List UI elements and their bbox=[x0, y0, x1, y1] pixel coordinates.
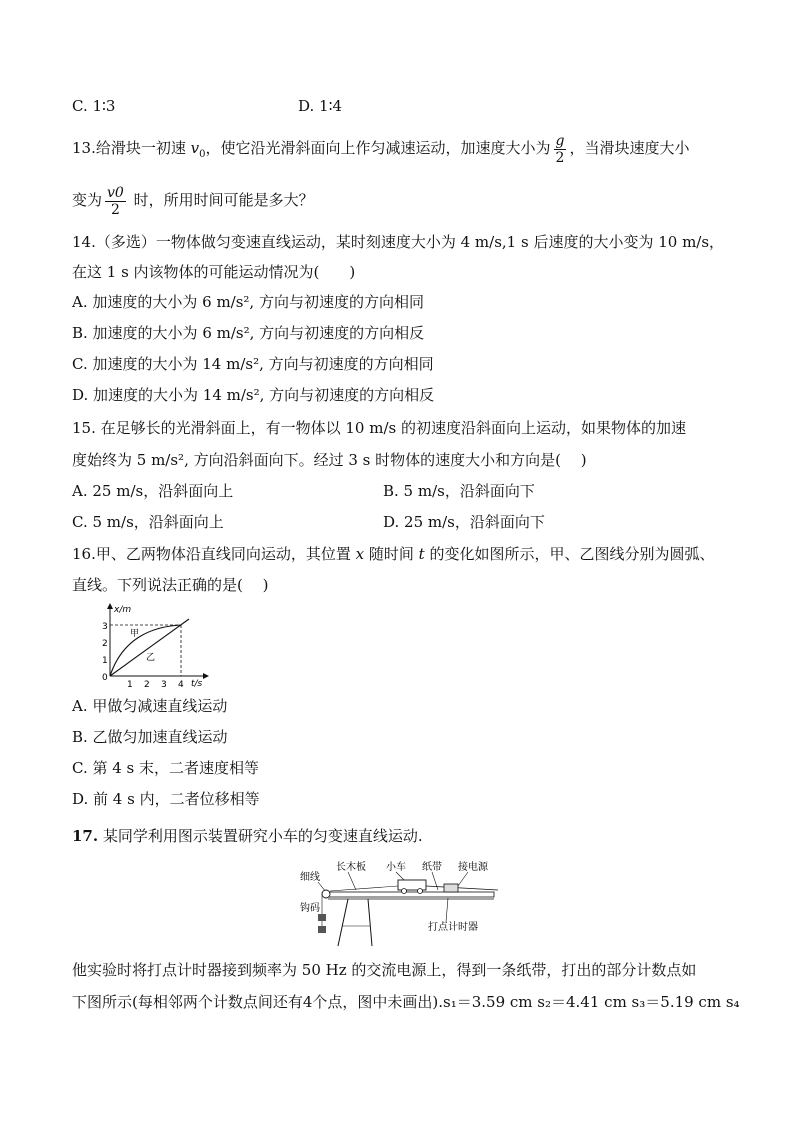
q15-option-d: D. 25 m/s，沿斜面向下 bbox=[383, 513, 545, 531]
long-board bbox=[328, 892, 494, 897]
paper-tape bbox=[426, 886, 498, 890]
cart-body bbox=[398, 880, 426, 890]
q16-option-a: A. 甲做匀减速直线运动 bbox=[72, 697, 228, 715]
weight-icon-2 bbox=[318, 926, 326, 933]
q13-line1 bbox=[72, 128, 689, 168]
leader-timer bbox=[446, 898, 448, 922]
q16-x-var: x bbox=[355, 545, 365, 563]
label-power: 接电源 bbox=[458, 862, 488, 873]
table-leg-left bbox=[338, 899, 348, 946]
graph-label-yi: 乙 bbox=[146, 653, 156, 663]
q17-para-line2: 下图所示(每相邻两个计数点间还有4个点，图中未画出).s₁＝3.59 cm s₂＝4.41 cm s₃＝5.19 cm s₄ bbox=[72, 993, 740, 1011]
q16-text-2: 随时间 bbox=[364, 545, 419, 563]
graph-xtick-4: 4 bbox=[178, 680, 184, 690]
q13-text-3: ，当滑块速度大小 bbox=[569, 139, 690, 157]
q13-line2 bbox=[72, 180, 314, 220]
leader-tape bbox=[432, 872, 438, 890]
graph-xtick-1: 1 bbox=[127, 680, 133, 690]
graph-x-label: t/s bbox=[191, 679, 203, 689]
q17-stem bbox=[72, 826, 423, 846]
q14-option-d: D. 加速度的大小为 14 m/s², 方向与初速度的方向相反 bbox=[72, 386, 435, 404]
q13-fraction-g bbox=[554, 133, 567, 166]
graph-line-yi bbox=[110, 619, 189, 676]
q13-text-4: 变为 bbox=[72, 191, 103, 209]
label-tape: 纸带 bbox=[422, 862, 442, 873]
q16-option-b: B. 乙做匀加速直线运动 bbox=[72, 728, 228, 746]
graph-ytick-3: 3 bbox=[102, 622, 108, 632]
label-weight: 钩码 bbox=[300, 903, 320, 914]
graph-xtick-3: 3 bbox=[161, 680, 167, 690]
q15-option-c: C. 5 m/s，沿斜面向上 bbox=[72, 513, 224, 531]
q12-option-c: C. 1∶3 bbox=[72, 97, 116, 115]
q14-option-b: B. 加速度的大小为 6 m/s², 方向与初速度的方向相反 bbox=[72, 324, 425, 342]
q17-para-line1: 他实验时将打点计时器接到频率为 50 Hz 的交流电源上，得到一条纸带，打出的部分计数点如 bbox=[72, 961, 697, 979]
cart-wheel-right bbox=[418, 889, 423, 894]
q16-stem-line1 bbox=[72, 544, 714, 564]
q13-frac-v0-den: 2 bbox=[110, 201, 120, 218]
q14-option-a: A. 加速度的大小为 6 m/s², 方向与初速度的方向相同 bbox=[72, 293, 424, 311]
q13-fraction-v0 bbox=[105, 185, 126, 218]
table-leg-mid bbox=[368, 899, 372, 946]
cart-wheel-left bbox=[402, 889, 407, 894]
q14-stem-line1: 14.（多选）一物体做匀变速直线运动，某时刻速度大小为 4 m/s,1 s 后速度的大小变为 10 m/s， bbox=[72, 233, 725, 251]
q17-apparatus-diagram bbox=[298, 856, 508, 948]
label-timer: 打点计时器 bbox=[428, 922, 478, 933]
q13-v: v bbox=[190, 139, 200, 157]
leader-power bbox=[458, 872, 468, 886]
q17-stem-text: 某同学利用图示装置研究小车的匀变速直线运动. bbox=[98, 827, 423, 845]
q16-stem-line2: 直线。下列说法正确的是( ) bbox=[72, 576, 269, 594]
graph-origin-label: 0 bbox=[102, 673, 108, 683]
q13-text-2: ，使它沿光滑斜面向上作匀减速运动，加速度大小为 bbox=[205, 139, 551, 157]
graph-ytick-1: 1 bbox=[102, 656, 108, 666]
q16-text-3: 的变化如图所示，甲、乙图线分别为圆弧、 bbox=[424, 545, 715, 563]
graph-label-jia: 甲 bbox=[130, 629, 140, 639]
q14-option-c: C. 加速度的大小为 14 m/s², 方向与初速度的方向相同 bbox=[72, 355, 434, 373]
q16-position-time-graph bbox=[96, 600, 212, 692]
q13-frac-g-num: g bbox=[555, 132, 565, 149]
label-board: 长木板 bbox=[336, 862, 366, 873]
pulley-icon bbox=[322, 890, 330, 898]
timer-icon bbox=[444, 884, 458, 892]
graph-ytick-2: 2 bbox=[102, 639, 108, 649]
q17-number: 17. bbox=[72, 827, 99, 845]
q15-option-a: A. 25 m/s，沿斜面向上 bbox=[72, 482, 234, 500]
q13-frac-g-den: 2 bbox=[555, 149, 565, 166]
horizontal-string bbox=[330, 886, 398, 891]
leader-board bbox=[348, 872, 356, 890]
q14-stem-line2: 在这 1 s 内该物体的可能运动情况为( ) bbox=[72, 263, 356, 281]
q13-v-sub: 0 bbox=[199, 149, 206, 160]
q15-option-b: B. 5 m/s，沿斜面向下 bbox=[383, 482, 535, 500]
q16-t-var: t bbox=[418, 545, 425, 563]
weight-icon-1 bbox=[318, 914, 326, 921]
q15-stem-line2: 度始终为 5 m/s², 方向沿斜面向下。经过 3 s 时物体的速度大小和方向是( ) bbox=[72, 451, 587, 469]
q12-option-d: D. 1∶4 bbox=[298, 97, 343, 115]
q13-text-5: 时，所用时间可能是多大？ bbox=[128, 191, 314, 209]
q16-option-c: C. 第 4 s 末，二者速度相等 bbox=[72, 759, 260, 777]
q15-stem-line1: 15. 在足够长的光滑斜面上，有一物体以 10 m/s 的初速度沿斜面向上运动，如果物体的加速 bbox=[72, 419, 686, 437]
q16-option-d: D. 前 4 s 内，二者位移相等 bbox=[72, 790, 260, 808]
label-string: 细线 bbox=[300, 872, 320, 883]
q16-text-1: 16.甲、乙两物体沿直线同向运动，其位置 bbox=[72, 545, 356, 563]
q13-frac-v0-num: v0 bbox=[107, 184, 124, 201]
graph-xtick-2: 2 bbox=[144, 680, 150, 690]
q13-text-1: 13.给滑块一初速 bbox=[72, 139, 191, 157]
label-cart: 小车 bbox=[386, 862, 406, 873]
graph-y-label: x/m bbox=[114, 605, 132, 615]
